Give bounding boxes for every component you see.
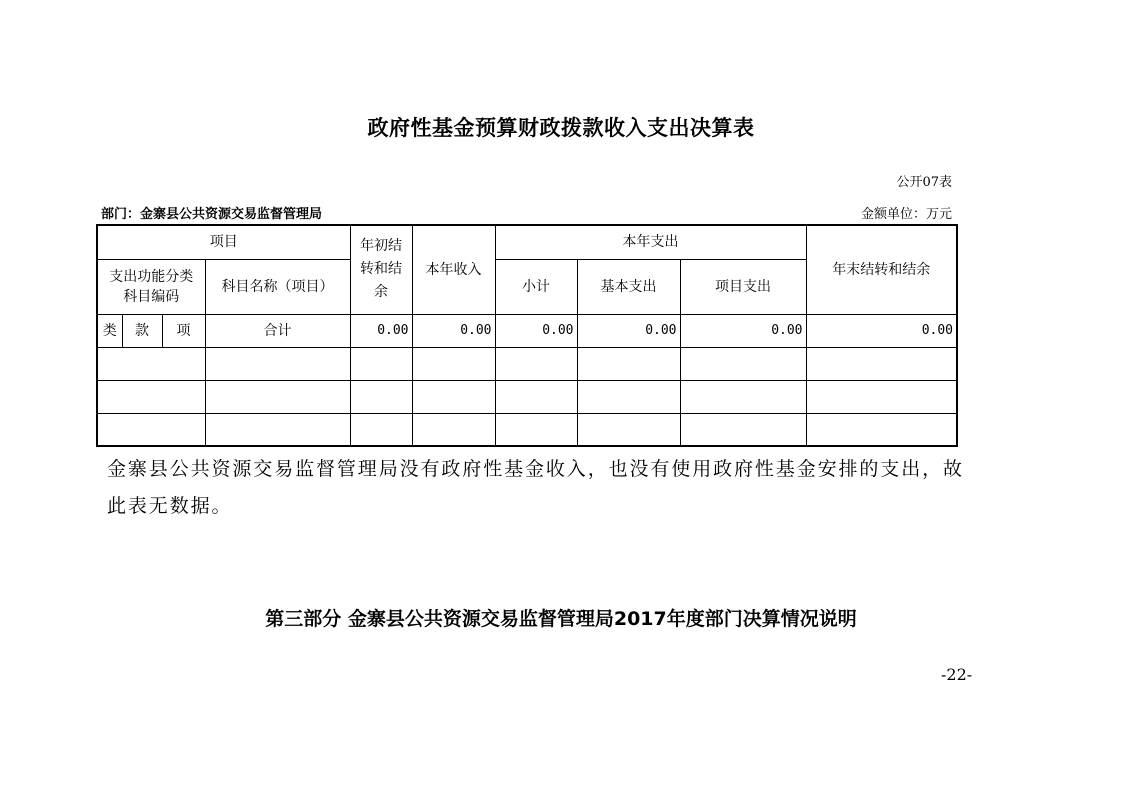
note-text: 金寨县公共资源交易监督管理局没有政府性基金收入，也没有使用政府性基金安排的支出，故此表无数据。 [107, 458, 964, 517]
page-title: 政府性基金预算财政拨款收入支出决算表 [367, 116, 755, 140]
header-project: 项目 [97, 225, 350, 259]
empty-cell [97, 380, 205, 413]
total-income: 0.00 [412, 314, 495, 347]
empty-row [97, 380, 957, 413]
header-subject-name: 科目名称（项目） [205, 259, 350, 314]
empty-cell [495, 413, 577, 446]
empty-cell [806, 347, 957, 380]
empty-cell [680, 380, 806, 413]
empty-cell [495, 347, 577, 380]
empty-cell [806, 380, 957, 413]
section-title: 第三部分 金寨县公共资源交易监督管理局2017年度部门决算情况说明 [265, 608, 857, 630]
empty-cell [577, 347, 680, 380]
header-func-code [97, 259, 205, 314]
empty-row [97, 413, 957, 446]
budget-table [96, 224, 958, 447]
empty-cell [350, 347, 412, 380]
total-opening-balance: 0.00 [350, 314, 412, 347]
empty-cell [97, 347, 205, 380]
header-func-code-text: 支出功能分类科目编码 [109, 268, 194, 305]
header-subtotal: 小计 [495, 259, 577, 314]
empty-cell [806, 413, 957, 446]
empty-cell [205, 347, 350, 380]
total-basic: 0.00 [577, 314, 680, 347]
unit-label: 金额单位：万元 [860, 207, 952, 222]
form-number: 公开07表 [896, 175, 952, 190]
header-opening-balance [350, 225, 412, 314]
empty-cell [412, 413, 495, 446]
empty-row [97, 347, 957, 380]
empty-cell [577, 380, 680, 413]
department-label: 部门：金寨县公共资源交易监督管理局 [101, 207, 323, 222]
header-expenditure: 本年支出 [495, 225, 806, 259]
header-closing-balance: 年末结转和结余 [806, 225, 957, 314]
total-closing-balance: 0.00 [806, 314, 957, 347]
page-number: -22- [941, 665, 973, 684]
total-project-exp: 0.00 [680, 314, 806, 347]
empty-cell [495, 380, 577, 413]
total-subtotal: 0.00 [495, 314, 577, 347]
header-opening-balance-text: 年初结转和结余 [360, 238, 402, 301]
empty-cell [680, 413, 806, 446]
empty-cell [205, 380, 350, 413]
header-xiang: 项 [162, 314, 205, 347]
header-kuan: 款 [122, 314, 162, 347]
empty-cell [577, 413, 680, 446]
total-label: 合计 [205, 314, 350, 347]
empty-cell [97, 413, 205, 446]
header-basic: 基本支出 [577, 259, 680, 314]
empty-cell [412, 347, 495, 380]
empty-cell [205, 413, 350, 446]
empty-cell [680, 347, 806, 380]
header-income: 本年收入 [412, 225, 495, 314]
empty-cell [350, 380, 412, 413]
header-lei: 类 [97, 314, 122, 347]
empty-cell [412, 380, 495, 413]
empty-cell [350, 413, 412, 446]
header-project-exp: 项目支出 [680, 259, 806, 314]
